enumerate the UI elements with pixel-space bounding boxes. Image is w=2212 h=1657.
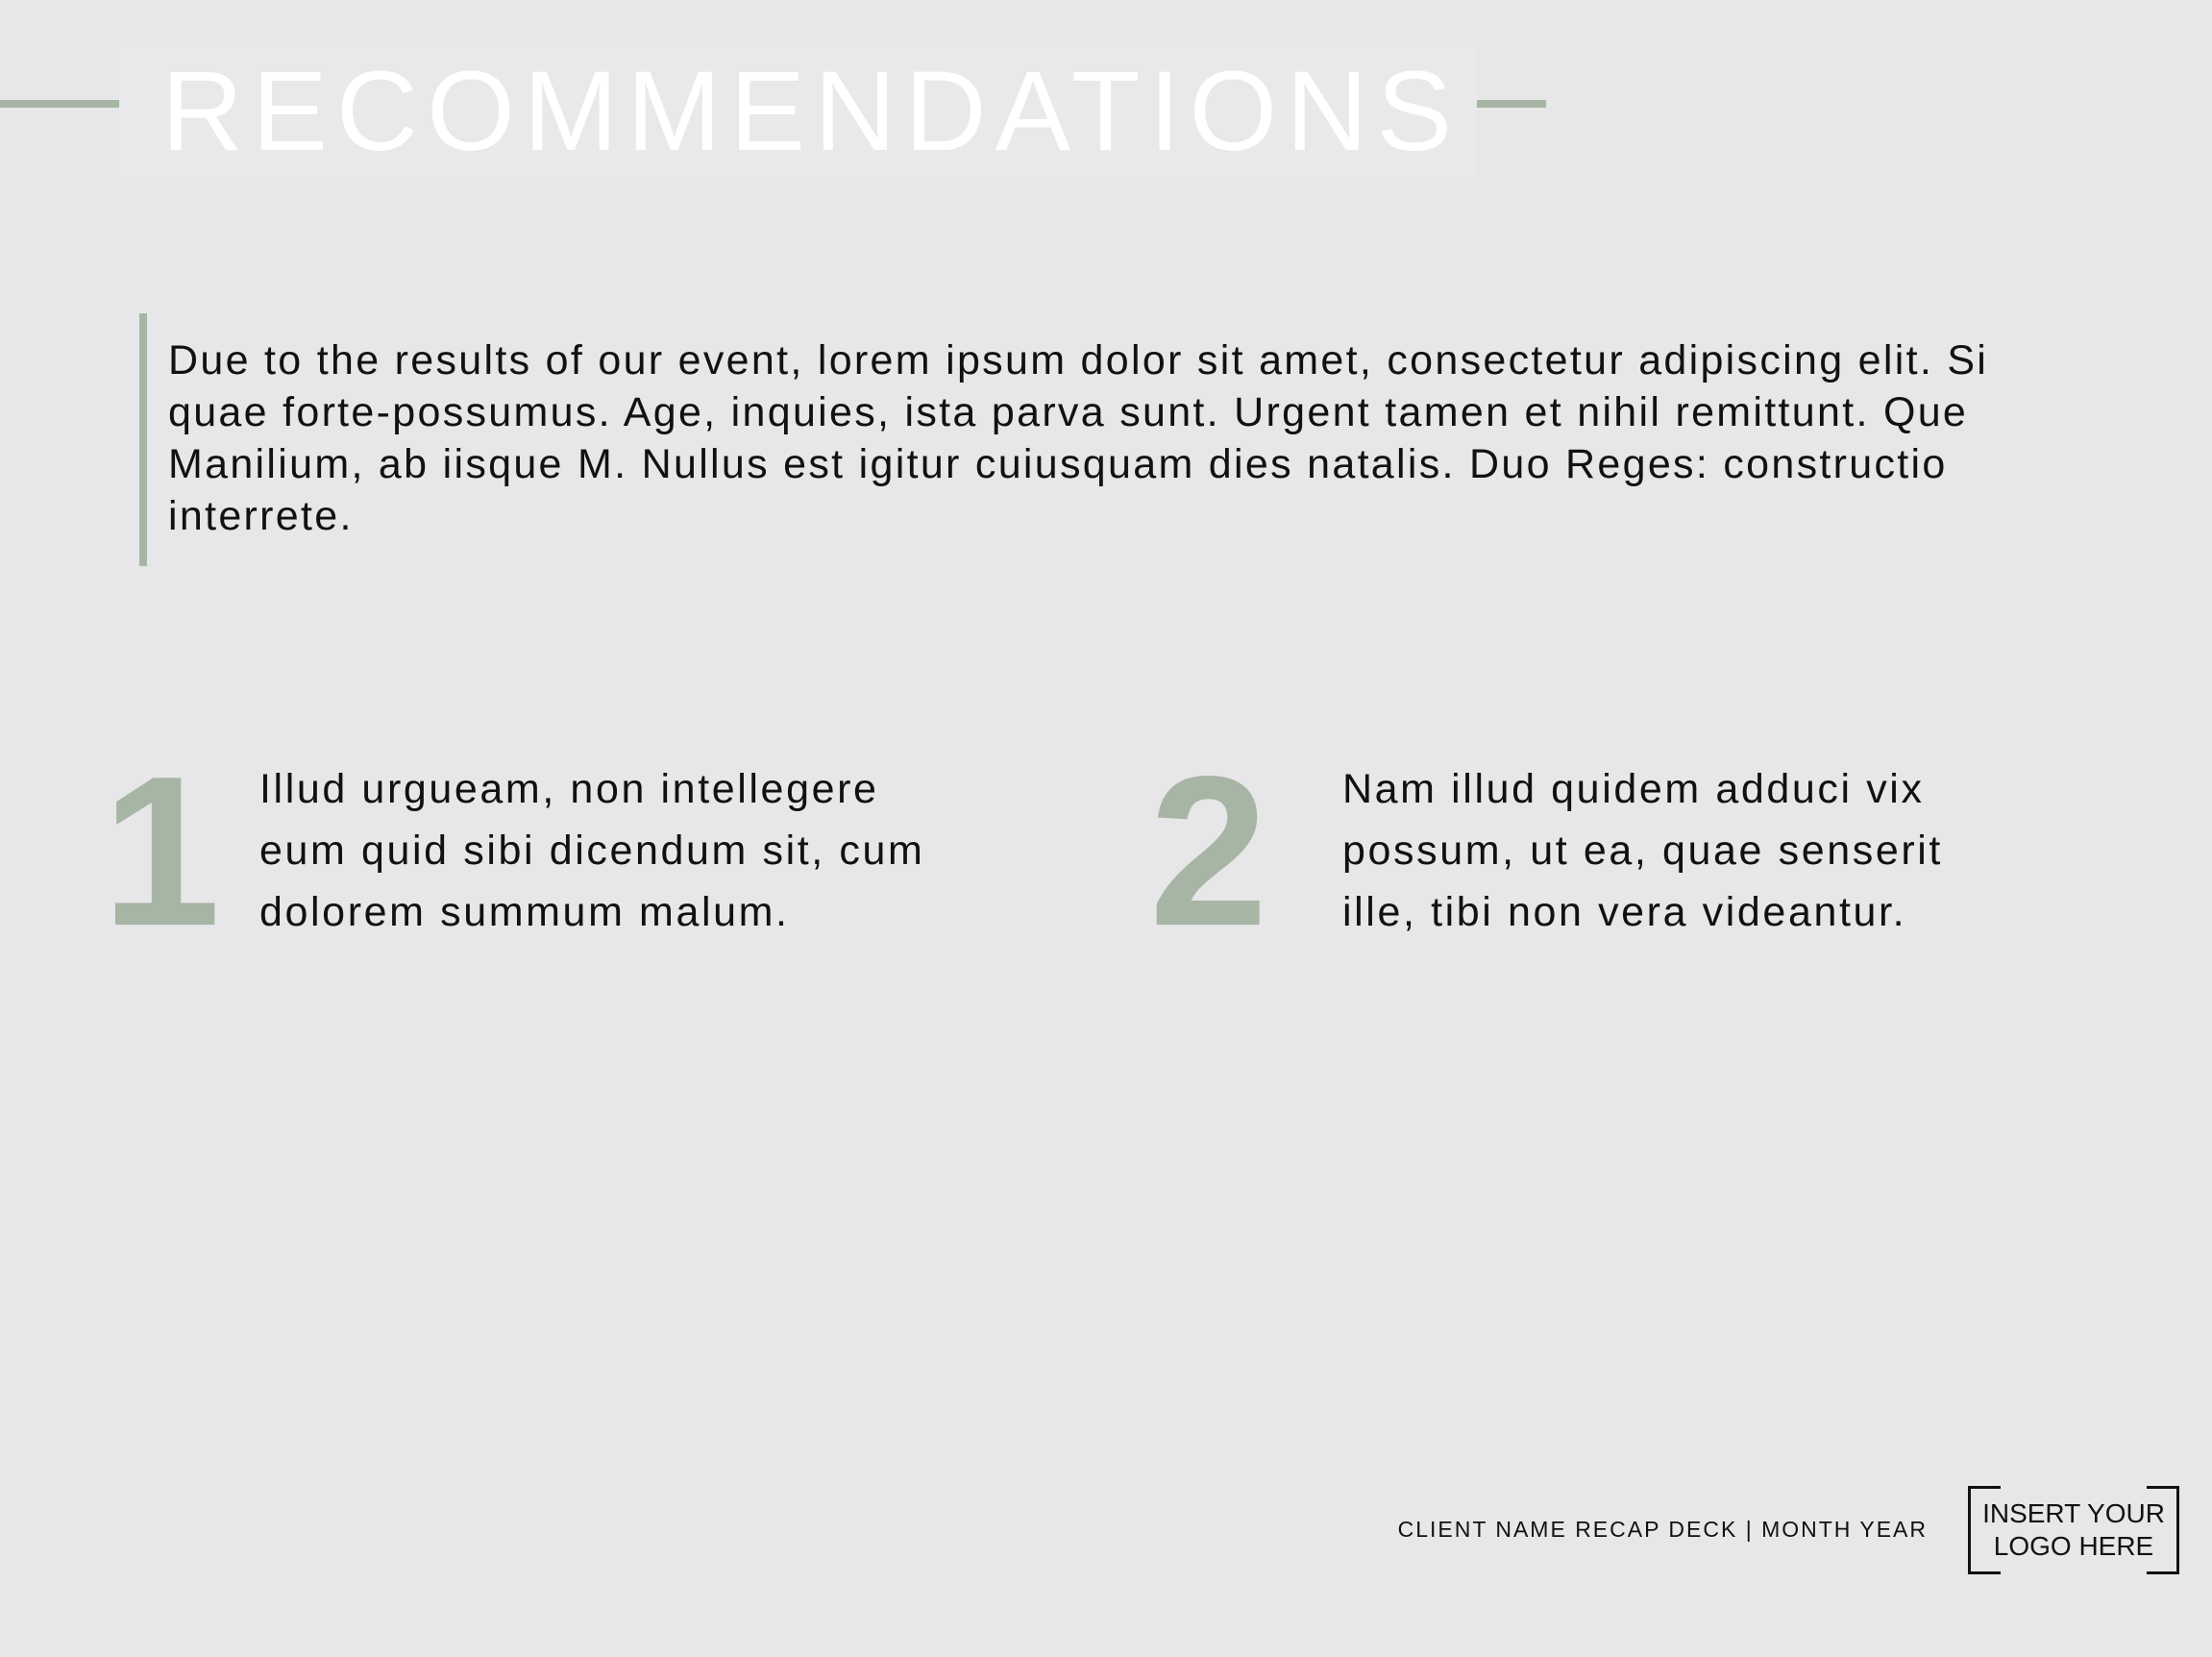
logo-line-2: LOGO HERE <box>1993 1531 2154 1561</box>
recommendation-1-line-1: Illud urgueam, non intellegere <box>259 766 879 812</box>
recommendation-text-2 <box>1342 758 2207 943</box>
logo-placeholder <box>1968 1486 2179 1574</box>
logo-line-1: INSERT YOUR <box>1982 1498 2165 1528</box>
intro-paragraph: Due to the results of our event, lorem ipsum dolor sit amet, consectetur adipiscing elit. Si quae forte-possumus. Age, inquies, ista parva sunt. Urgent tamen et nihil remittunt. Que Manilium, ab iisque M. Nullus est igitur cuiusquam dies natalis. Duo Reges: constructio interrete. <box>168 337 1989 539</box>
title-rule-right <box>1477 100 1546 108</box>
recommendation-1-line-3: dolorem summum malum. <box>259 889 790 935</box>
intro-accent-bar <box>139 313 147 566</box>
recommendation-2-line-2: possum, ut ea, quae senserit <box>1342 828 1943 874</box>
logo-placeholder-text <box>1968 1497 2179 1563</box>
recommendation-2-line-3: ille, tibi non vera videantur. <box>1342 889 1907 935</box>
recommendation-text-1 <box>259 758 1124 943</box>
page-title: RECOMMENDATIONS <box>161 48 1462 175</box>
recommendation-number-2: 2 <box>1149 732 1268 971</box>
recommendation-1-line-2: eum quid sibi dicendum sit, cum <box>259 828 925 874</box>
recommendation-number-1: 1 <box>102 732 221 971</box>
title-rule-left <box>0 100 119 108</box>
footer-caption: CLIENT NAME RECAP DECK | MONTH YEAR <box>1397 1517 1928 1542</box>
recommendation-2-line-1: Nam illud quidem adduci vix <box>1342 766 1925 812</box>
